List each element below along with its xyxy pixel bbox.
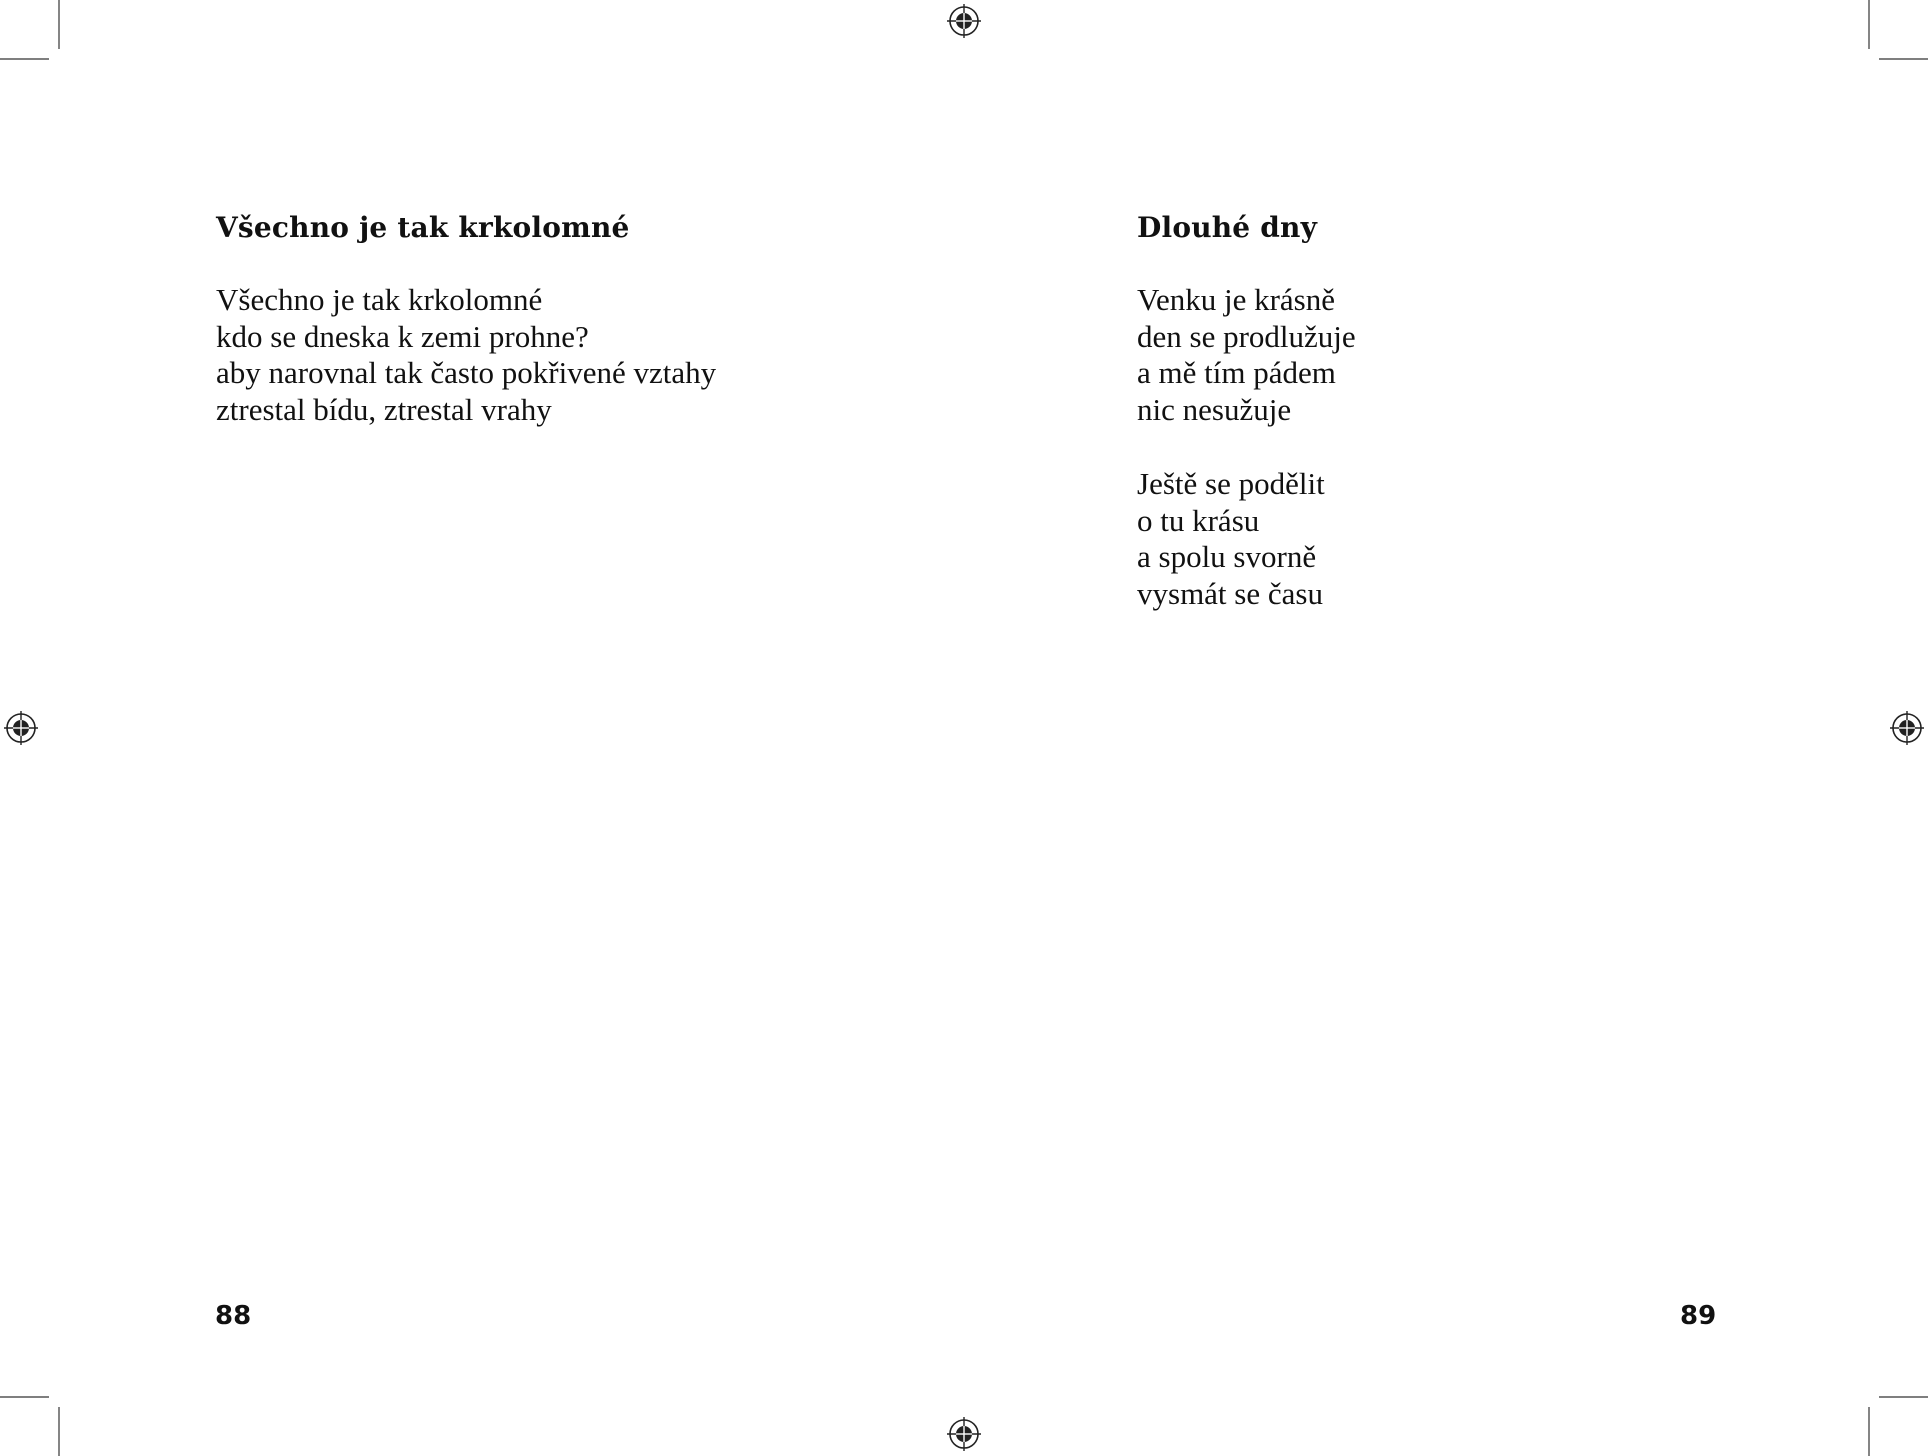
poem-title: Dlouhé dny	[1137, 211, 1318, 244]
poem-line: a mě tím pádem	[1137, 355, 1336, 391]
page-right	[964, 0, 1928, 1456]
poem-line: nic nesužuje	[1137, 392, 1292, 428]
poem-line: o tu krásu	[1137, 502, 1260, 538]
page-number: 89	[1680, 1301, 1717, 1331]
poem-line: kdo se dneska k zemi prohne?	[216, 318, 589, 354]
poem-line: den se prodlužuje	[1137, 318, 1356, 354]
poem-line: a spolu svorně	[1137, 539, 1317, 575]
poem	[1137, 208, 1356, 650]
poem-line: aby narovnal tak často pokřivené vztahy	[216, 355, 717, 391]
poem-line: Ještě se podělit	[1137, 465, 1325, 501]
poem-line: Venku je krásně	[1137, 282, 1335, 317]
poem-line: Všechno je tak krkolomné	[216, 282, 543, 317]
poem	[216, 208, 716, 466]
page-number: 88	[215, 1301, 252, 1331]
stanza	[216, 282, 716, 429]
poem-title: Všechno je tak krkolomné	[216, 211, 630, 244]
stanza	[1137, 466, 1356, 613]
poem-line: ztrestal bídu, ztrestal vrahy	[216, 392, 552, 428]
poem-line: vysmát se času	[1137, 575, 1323, 611]
stanza	[1137, 282, 1356, 429]
